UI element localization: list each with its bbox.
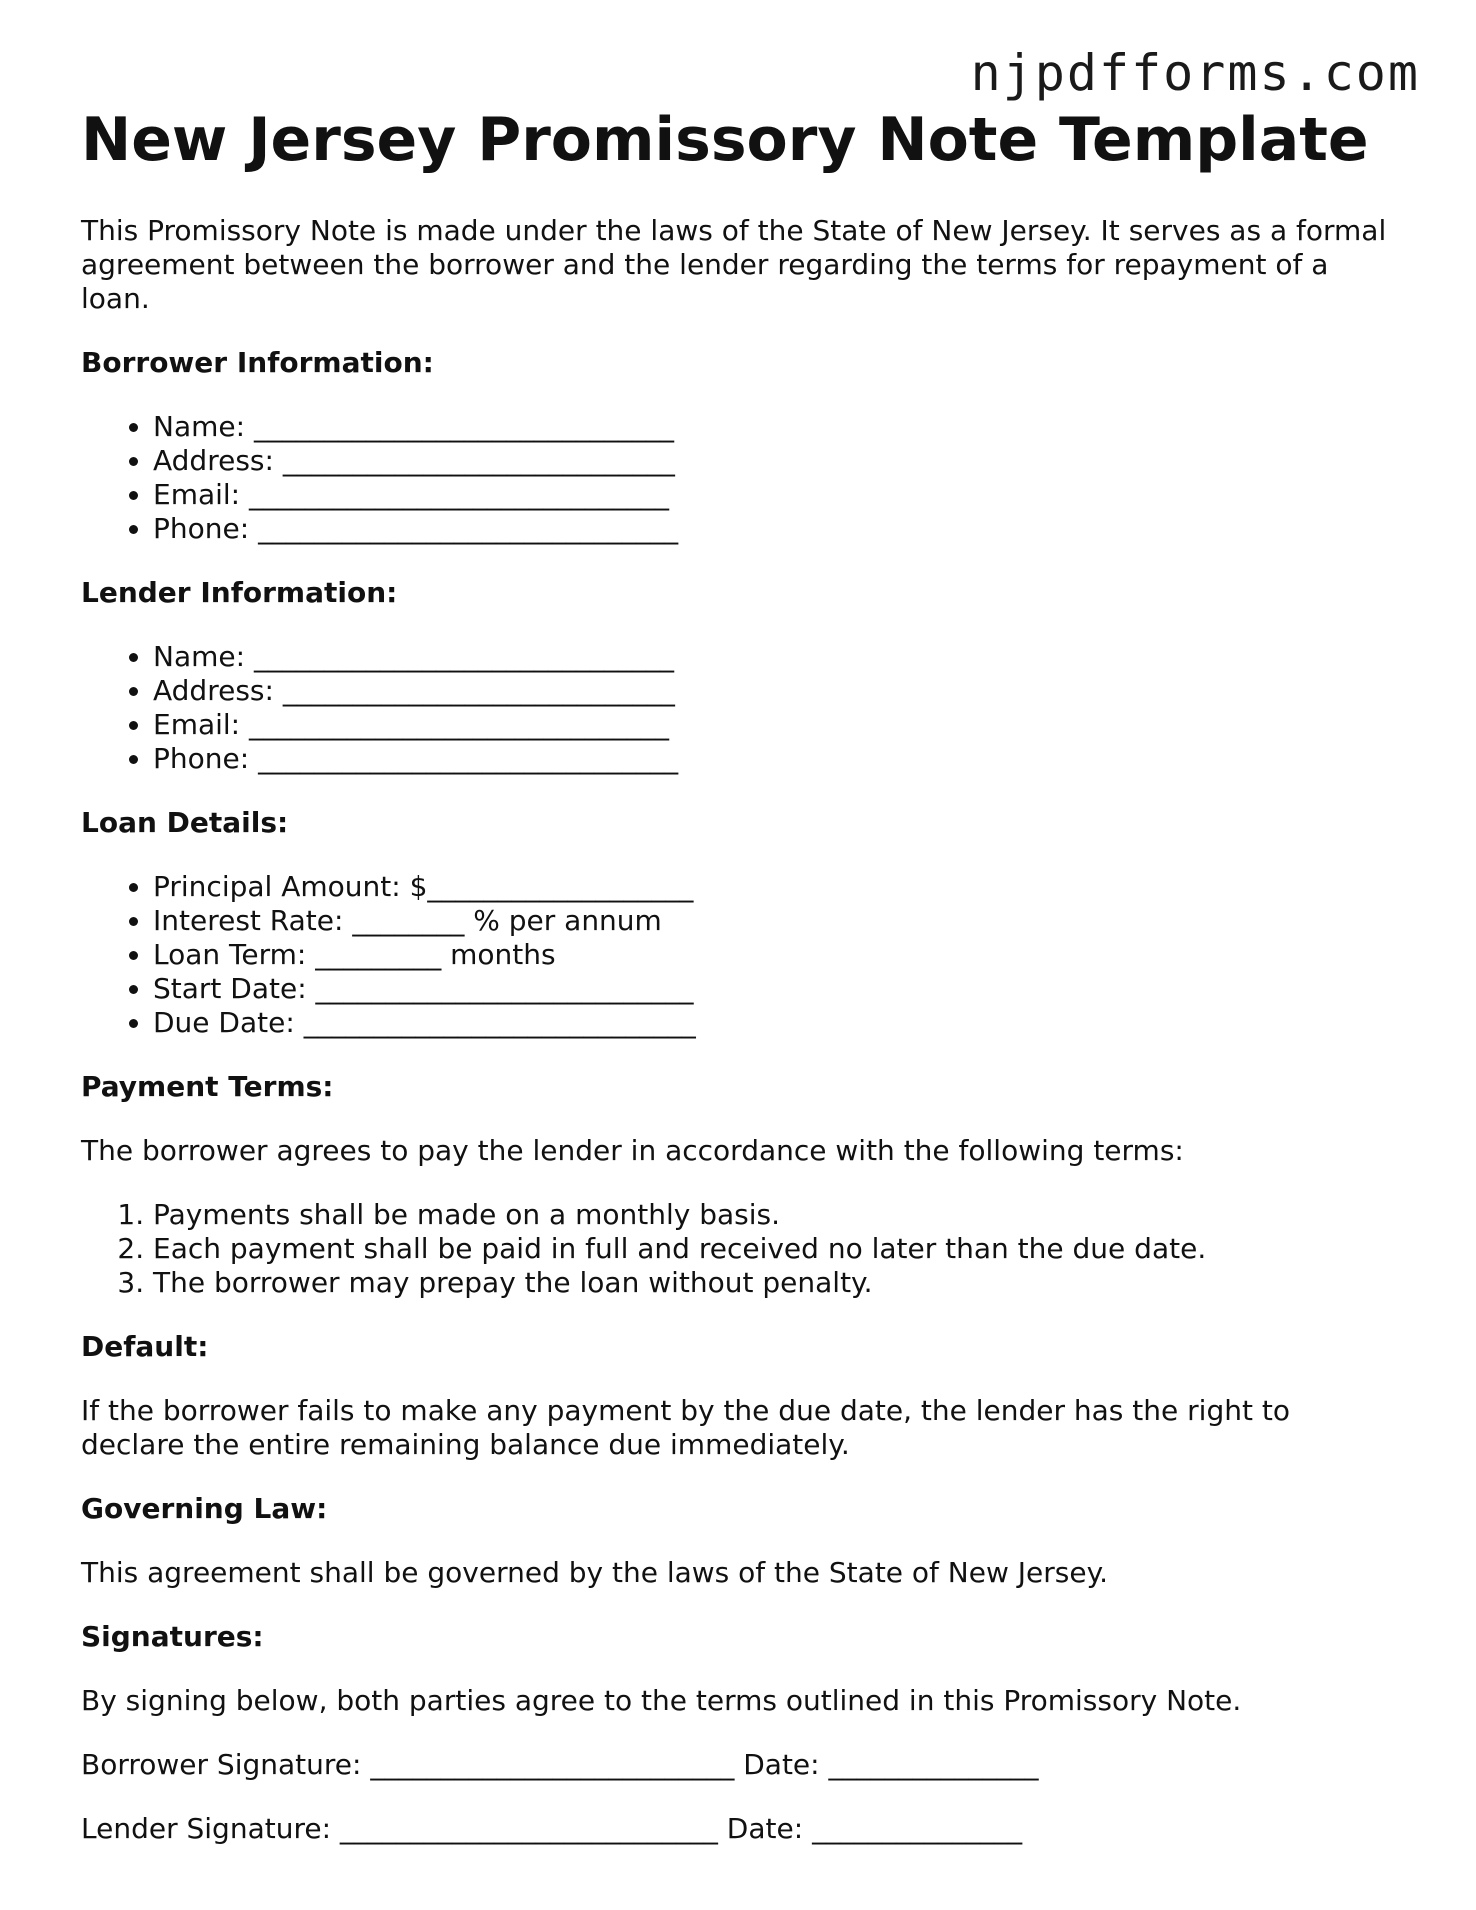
lender-heading: Lender Information: bbox=[81, 576, 398, 609]
intro-paragraph: This Promissory Note is made under the laws of the State of New Jersey. It serves as a formal agreement between the borrower and the lender regarding the terms for repayment of a loan. bbox=[81, 214, 1387, 315]
borrower-phone-field: • Phone: ______________________________ bbox=[153, 512, 1401, 546]
governing-law-heading: Governing Law: bbox=[81, 1492, 328, 1525]
default-heading: Default: bbox=[81, 1330, 209, 1363]
signatures-heading: Signatures: bbox=[81, 1620, 264, 1653]
borrower-email-field: • Email: ______________________________ bbox=[153, 478, 1401, 512]
lender-address-field: • Address: ____________________________ bbox=[153, 674, 1401, 708]
loan-list bbox=[81, 870, 1401, 1040]
document-page bbox=[81, 104, 1401, 1846]
loan-term-field: • Loan Term: _________ months bbox=[153, 938, 1401, 972]
payment-term-3: 3. The borrower may prepay the loan without penalty. bbox=[153, 1266, 1401, 1300]
interest-rate-field: • Interest Rate: ________ % per annum bbox=[153, 904, 1401, 938]
lender-phone-field: • Phone: ______________________________ bbox=[153, 742, 1401, 776]
start-date-field: • Start Date: ___________________________ bbox=[153, 972, 1401, 1006]
payment-heading: Payment Terms: bbox=[81, 1070, 334, 1103]
borrower-address-field: • Address: ____________________________ bbox=[153, 444, 1401, 478]
due-date-field: • Due Date: ____________________________ bbox=[153, 1006, 1401, 1040]
governing-law-text: This agreement shall be governed by the laws of the State of New Jersey. bbox=[81, 1556, 1109, 1589]
borrower-name-field: • Name: ______________________________ bbox=[153, 410, 1401, 444]
payment-text: The borrower agrees to pay the lender in accordance with the following terms: bbox=[81, 1134, 1184, 1167]
borrower-signature-line: Borrower Signature: __________________________ Date: _______________ bbox=[81, 1748, 1039, 1781]
loan-heading: Loan Details: bbox=[81, 806, 289, 839]
lender-email-field: • Email: ______________________________ bbox=[153, 708, 1401, 742]
payment-term-1: 1. Payments shall be made on a monthly basis. bbox=[153, 1198, 1401, 1232]
payment-list bbox=[81, 1198, 1401, 1300]
borrower-heading: Borrower Information: bbox=[81, 346, 434, 379]
lender-name-field: • Name: ______________________________ bbox=[153, 640, 1401, 674]
document-title: New Jersey Promissory Note Template bbox=[81, 105, 1369, 175]
site-watermark: njpdfforms.com bbox=[970, 44, 1420, 102]
default-text: If the borrower fails to make any payment by the due date, the lender has the right to declare the entire remaining balance due immediately. bbox=[81, 1394, 1290, 1461]
lender-list bbox=[81, 640, 1401, 776]
borrower-list bbox=[81, 410, 1401, 546]
principal-amount-field: • Principal Amount: $___________________ bbox=[153, 870, 1401, 904]
signatures-text: By signing below, both parties agree to the terms outlined in this Promissory Note. bbox=[81, 1684, 1242, 1717]
payment-term-2: 2. Each payment shall be paid in full and received no later than the due date. bbox=[153, 1232, 1401, 1266]
lender-signature-line: Lender Signature: ___________________________ Date: _______________ bbox=[81, 1812, 1023, 1845]
